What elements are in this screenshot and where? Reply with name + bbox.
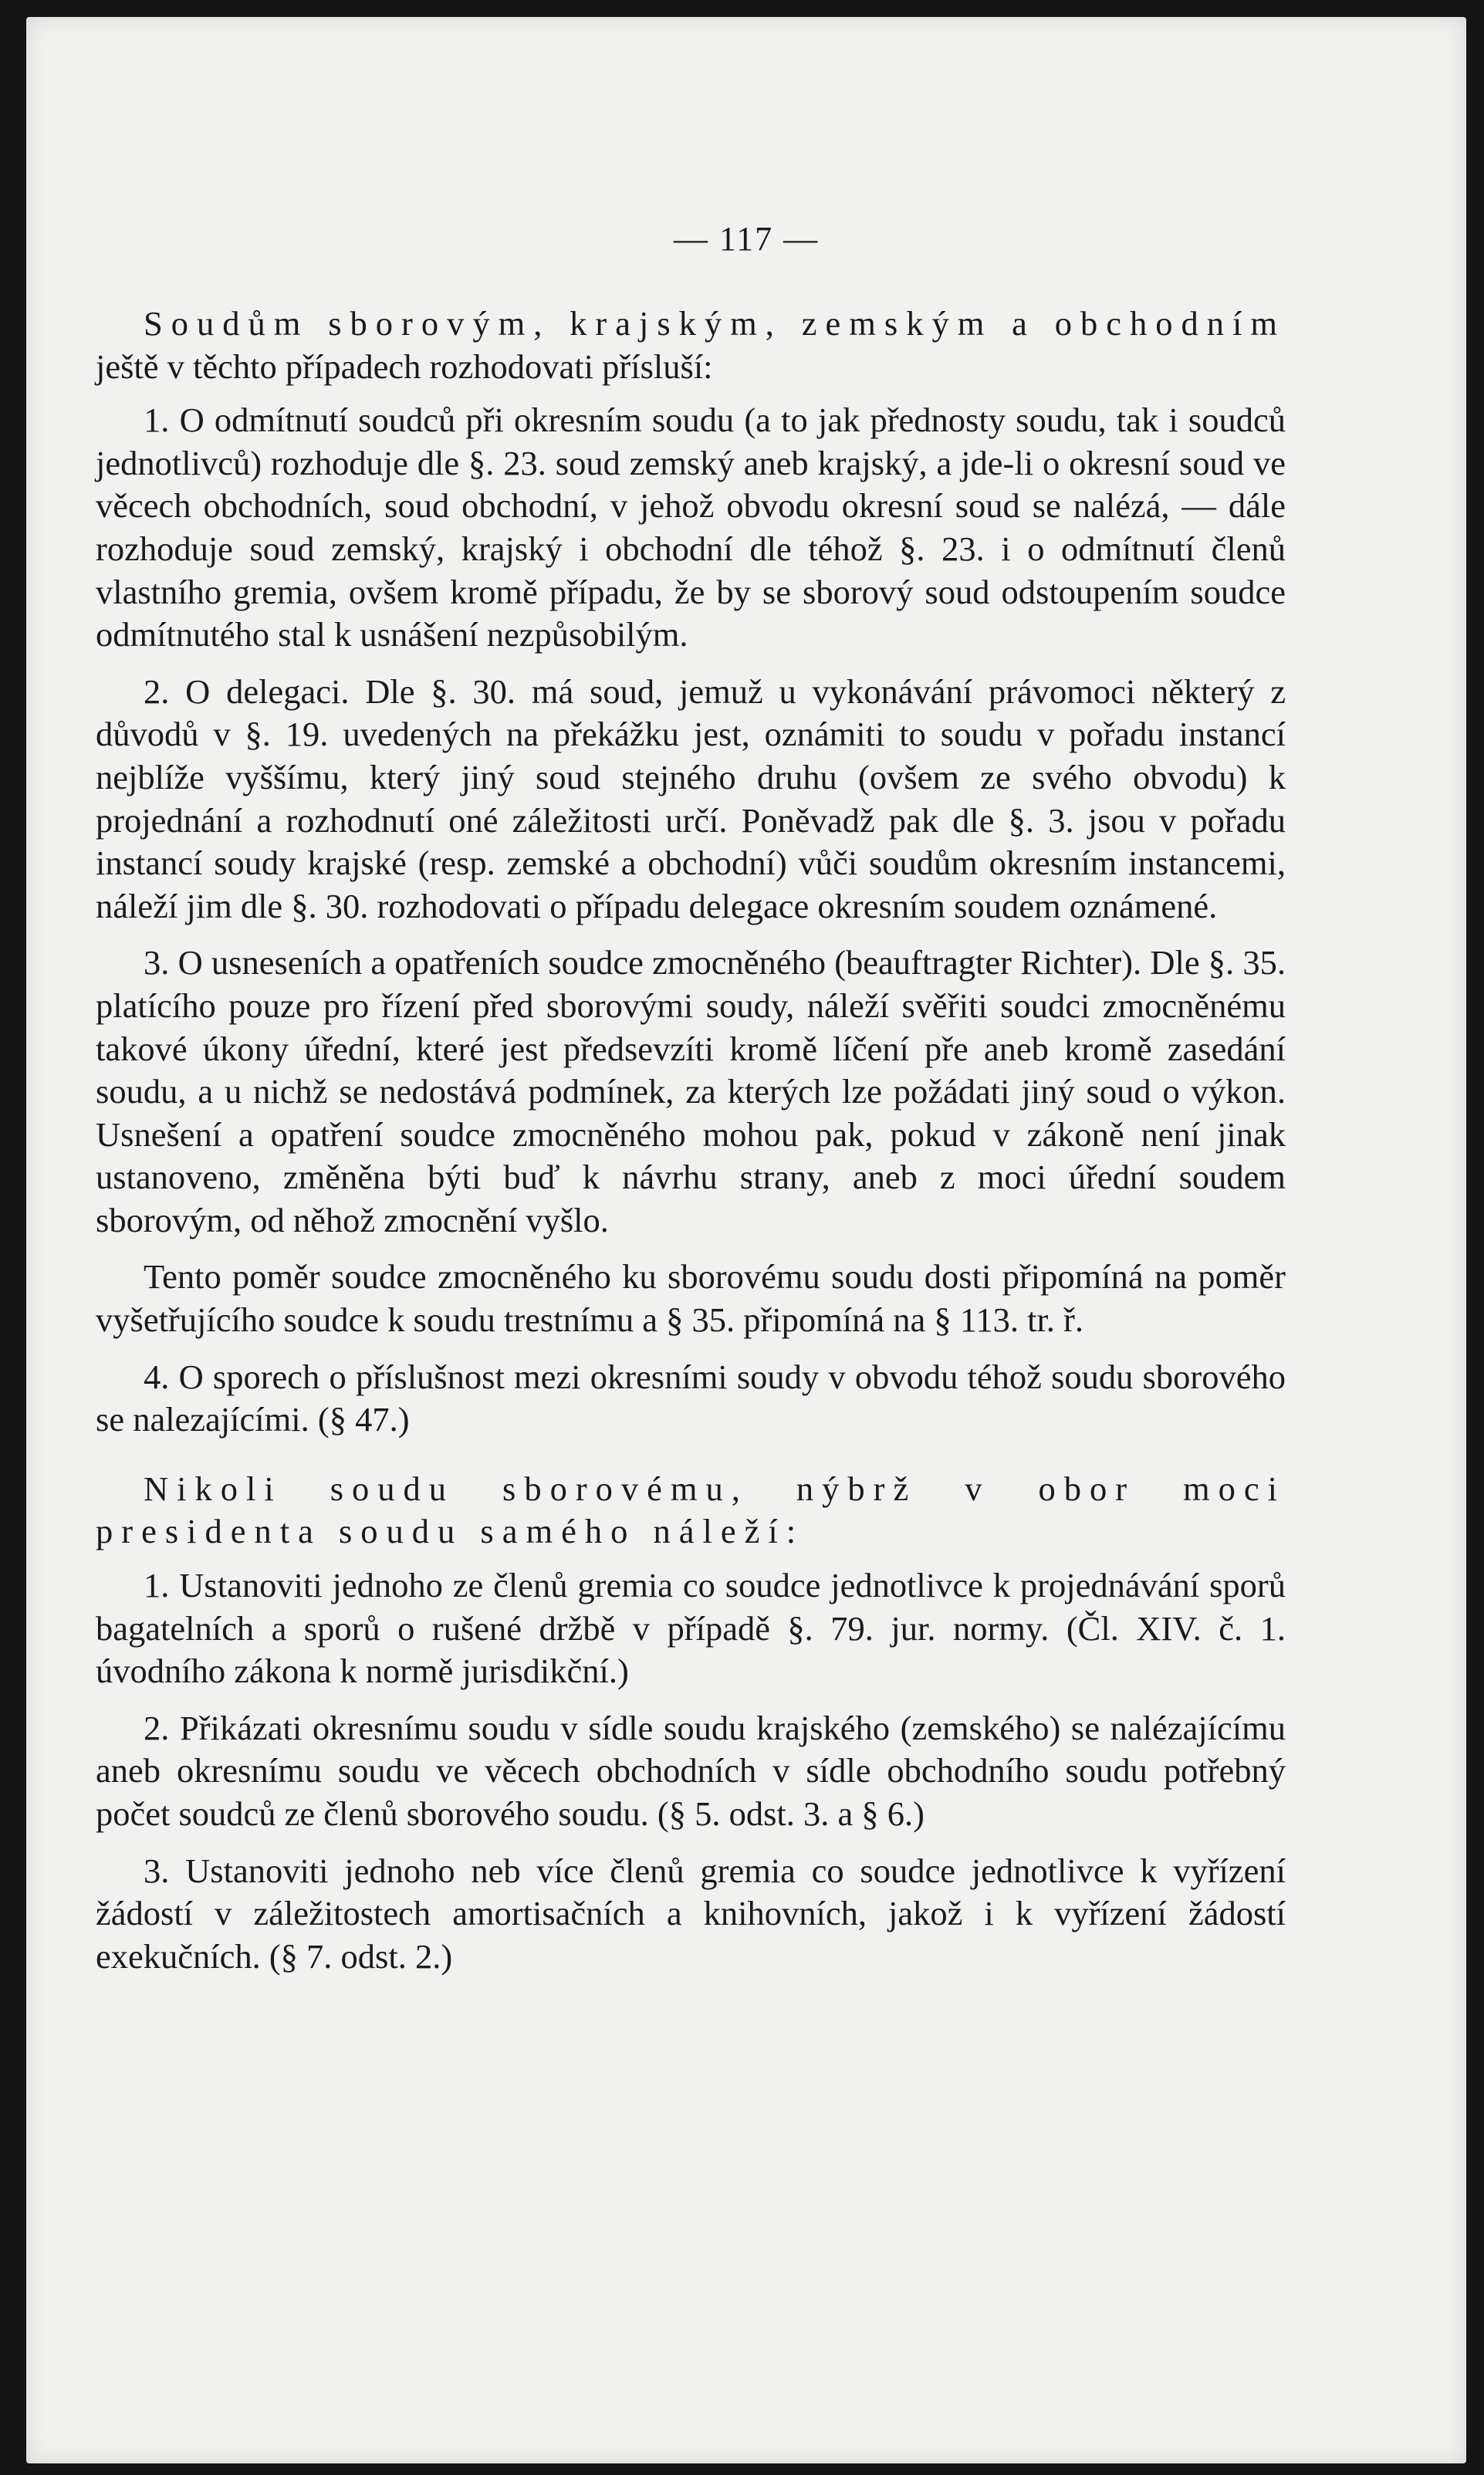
section2-item-1: 1. Ustanoviti jednoho ze členů gremia co soudce jednotlivce k projednávání sporů bagatelních a sporů o rušené držbě v případě §. 79. jur. normy. (Čl. XIV. č. 1. úvodního zákona k normě jurisdikční.) xyxy=(96,1566,1286,1691)
section1-item-3: 3. O usneseních a opatřeních soudce zmocněného (beauftragter Richter). Dle §. 35. platícího pouze pro řízení před sborovými soudy, náleží svěřiti soudci zmocněnému takové úkony úřední, které jest předsevzíti kromě líčení pře aneb kromě zasedání soudu, a u nichž se nedostává podmínek, za kterých lze požádati jiný soud o výkon. Usnešení a opatření soudce zmocněného mohou pak, pokud v zákoně není jinak ustanoveno, změněna býti buď k návrhu strany, aneb z moci úřední soudem sborovým, od něhož zmocnění vyšlo. xyxy=(96,943,1286,1239)
book-page xyxy=(26,17,1466,2463)
section1-heading-rest: ještě v těchto případech rozhodovati přísluší: xyxy=(96,347,713,386)
section1-note: Tento poměr soudce zmocněného ku sborovému soudu dosti připomíná na poměr vyšetřujícího soudce k soudu trestnímu a § 35. připomíná na § 113. tr. ř. xyxy=(96,1257,1286,1340)
page-number: — 117 — xyxy=(673,220,820,258)
section1-heading xyxy=(96,303,1286,388)
section1-item-2: 2. O delegaci. Dle §. 30. má soud, jemuž u vykonávání právomoci některý z důvodů v §. 19. uvedených na překážku jest, oznámiti to soudu v pořadu instancí nejblíže vyššímu, který jiný soud stejného druhu (ovšem ze svého obvodu) k projednání a rozhodnutí oné záležitosti určí. Poněvadž pak dle §. 3. jsou v pořadu instancí soudy krajské (resp. zemské a obchodní) vůči soudům okresním instancemi, náleží jim dle §. 30. rozhodovati o případu delegace okresním soudem oznámené. xyxy=(96,671,1286,925)
section1-item-4: 4. O sporech o příslušnost mezi okresními soudy v obvodu téhož soudu sborového se nalezajícími. (§ 47.) xyxy=(96,1357,1286,1439)
section2-heading xyxy=(96,1468,1286,1554)
page-body xyxy=(96,303,1286,1992)
section2-heading-spaced: Nikoli soudu sborovému, nýbrž v obor moci presidenta soudu samého náleží: xyxy=(96,1469,1286,1551)
section1-item-1: 1. O odmítnutí soudců při okresním soudu (a to jak přednosty soudu, tak i soudců jednotlivců) rozhoduje dle §. 23. soud zemský aneb krajský, a jde-li o okresní soud ve věcech obchodních, soud obchodní, v jehož obvodu okresní soud se nalézá, — dále rozhoduje soud zemský, krajský i obchodní dle téhož §. 23. i o odmítnutí členů vlastního gremia, ovšem kromě případu, že by se sborový soud odstoupením soudce odmítnutého stal k usnášení nezpůsobilým. xyxy=(96,401,1286,654)
section2-item-3: 3. Ustanoviti jednoho neb více členů gremia co soudce jednotlivce k vyřízení žádostí v záležitostech amortisačních a knihovních, jakož i k vyřízení žádostí exekučních. (§ 7. odst. 2.) xyxy=(96,1851,1286,1976)
section1-heading-spaced: Soudům sborovým, krajským, zemským a obchodním xyxy=(144,304,1286,343)
section2-item-2: 2. Přikázati okresnímu soudu v sídle soudu krajského (zemského) se nalézajícímu aneb okresnímu soudu ve věcech obchodních v sídle obchodního soudu potřebný počet soudců ze členů sborového soudu. (§ 5. odst. 3. a § 6.) xyxy=(96,1708,1286,1833)
